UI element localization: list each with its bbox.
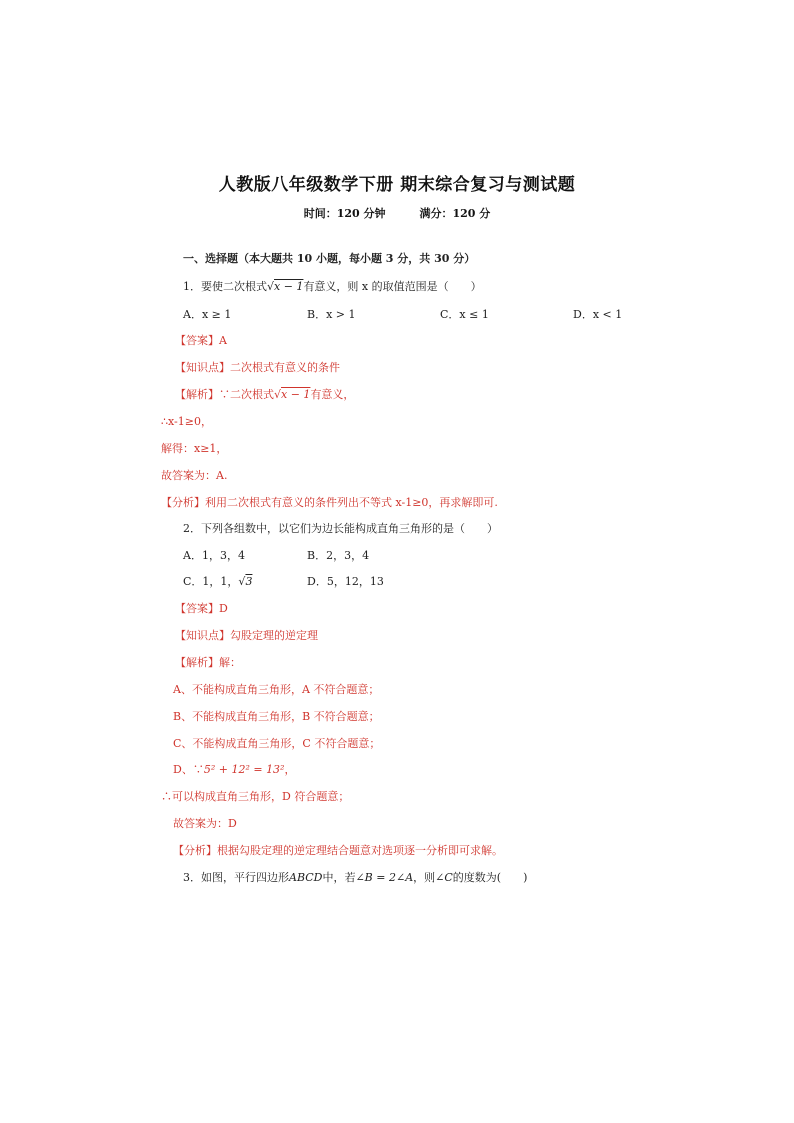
page-title: 人教版八年级数学下册 期末综合复习与测试题 [218, 175, 576, 195]
q1-comment: 【分析】利用二次根式有意义的条件列出不等式 x-1≥0，再求解即可. [161, 496, 498, 509]
q2-knowledge: 【知识点】勾股定理的逆定理 [175, 629, 318, 642]
q1-analysis: 【解析】∵二次根式√x − 1有意义， [175, 388, 355, 401]
q2-case-d: D、∵5² + 12² = 13²， [173, 763, 296, 776]
section-heading: 一、选择题（本大题共 10 小题，每小题 3 分，共 30 分） [183, 252, 476, 265]
q2-option-d: D．5，12，13 [307, 575, 384, 588]
q1-option-a: A．x ≥ 1 [183, 308, 232, 321]
q2-case-c: C、不能构成直角三角形，C 不符合题意； [173, 737, 381, 750]
q3-stem: 3．如图，平行四边形ABCD中，若∠B = 2∠A，则∠C的度数为( ) [183, 871, 528, 884]
exam-score: 满分：120 分 [419, 207, 491, 220]
q1-answer: 【答案】A [175, 334, 227, 347]
q2-case-a: A、不能构成直角三角形，A 不符合题意； [173, 683, 380, 696]
q1-knowledge: 【知识点】二次根式有意义的条件 [175, 361, 340, 374]
q1-option-c: C．x ≤ 1 [440, 308, 489, 321]
exam-info [0, 205, 794, 221]
q1-step-2: 解得：x≥1， [161, 442, 228, 455]
q2-option-c: C．1，1，√3 [183, 575, 253, 588]
q2-analysis: 【解析】解： [175, 656, 241, 669]
q1-step-3: 故答案为：A. [161, 469, 228, 482]
q2-option-a: A．1，3，4 [183, 549, 245, 562]
q2-therefore: ∴可以构成直角三角形，D 符合题意； [161, 790, 350, 803]
q2-answer: 【答案】D [175, 602, 228, 615]
exam-time: 时间：120 分钟 [303, 207, 386, 220]
q2-comment: 【分析】根据勾股定理的逆定理结合题意对选项逐一分析即可求解。 [173, 844, 503, 857]
q2-case-b: B、不能构成直角三角形，B 不符合题意； [173, 710, 380, 723]
q1-option-b: B．x > 1 [307, 308, 356, 321]
q1-option-d: D．x < 1 [573, 308, 623, 321]
q1-stem: 1．要使二次根式√x − 1有意义，则 x 的取值范围是（ ） [183, 280, 482, 293]
q1-step-1: ∴x-1≥0， [161, 415, 212, 428]
q2-stem: 2．下列各组数中，以它们为边长能构成直角三角形的是（ ） [183, 522, 498, 535]
q2-conclusion: 故答案为：D [173, 817, 237, 830]
q2-option-b: B．2，3，4 [307, 549, 370, 562]
